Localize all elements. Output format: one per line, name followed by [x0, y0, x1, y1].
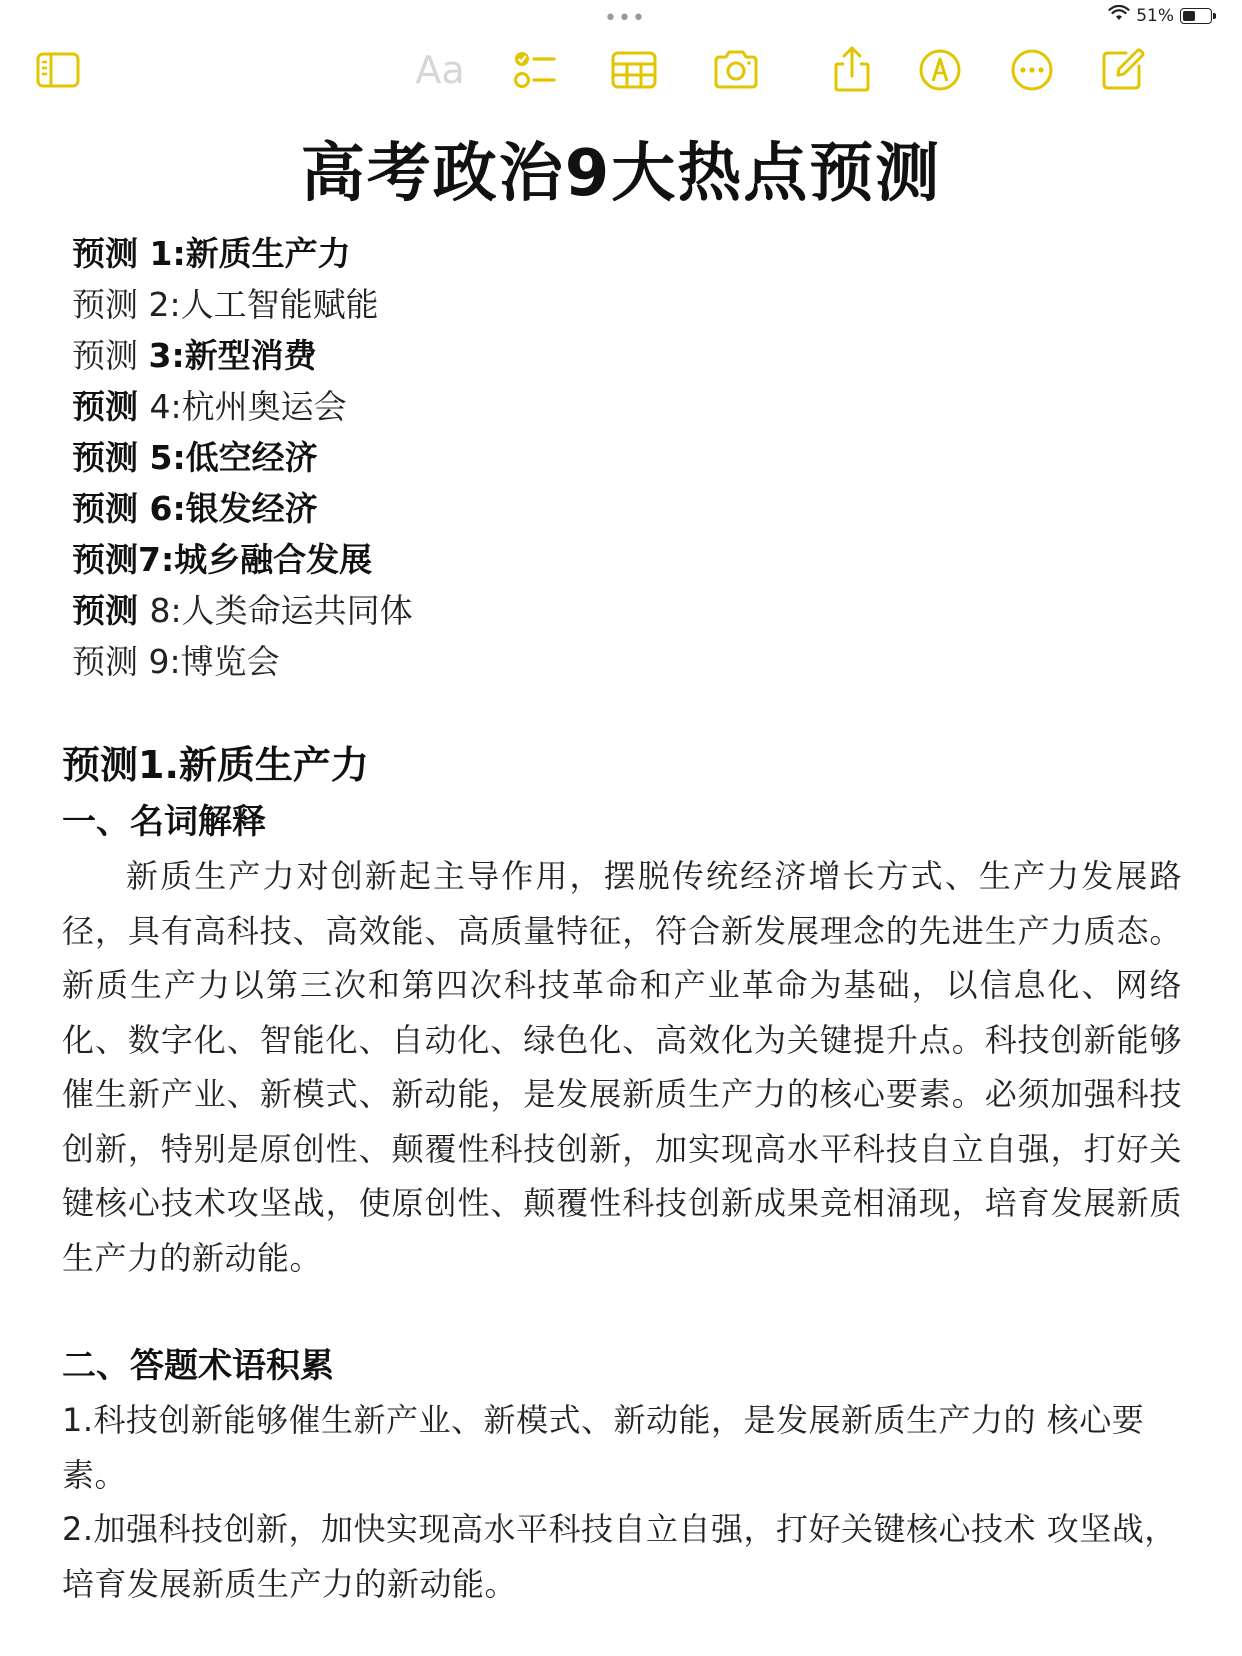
share-button[interactable] [822, 40, 882, 100]
checklist-icon [508, 44, 560, 96]
note-title[interactable]: 高考政治9大热点预测 [300, 137, 942, 211]
prediction-prefix: 预测 [72, 540, 138, 579]
sidebar-icon [32, 44, 84, 96]
prediction-item-6[interactable] [72, 483, 413, 534]
prediction-label: 杭州奥运会 [181, 387, 347, 426]
prediction-item-1[interactable] [72, 228, 413, 279]
prediction-list [72, 228, 413, 687]
battery-percent: 51% [1136, 5, 1174, 26]
table-icon [608, 44, 660, 96]
prediction-label: 新质生产力 [185, 234, 351, 273]
prediction-item-7[interactable] [72, 534, 413, 585]
blank-line [62, 1285, 1182, 1339]
prediction-label: 人类命运共同体 [181, 591, 413, 630]
prediction-number: 4: [149, 387, 182, 426]
prediction-label: 银发经济 [185, 489, 318, 528]
sidebar-button[interactable] [28, 40, 88, 100]
prediction-number: 5: [149, 438, 186, 477]
prediction-prefix: 预测 [72, 234, 150, 273]
prediction-prefix: 预测 [72, 591, 150, 630]
subheading-terminology: 二、答题术语积累 [62, 1346, 334, 1386]
compose-button[interactable] [1092, 40, 1152, 100]
checklist-button[interactable] [504, 40, 564, 100]
notes-toolbar [0, 40, 1242, 110]
multitasking-dots[interactable]: ••• [604, 6, 646, 31]
note-body[interactable] [62, 735, 1182, 1611]
camera-icon [710, 44, 762, 96]
terminology-item-2: 2.加强科技创新，加快实现高水平科技自立自强，打好关键核心技术 攻坚战，培育发展新质生产力的新动能。 [62, 1510, 1177, 1603]
compose-icon [1096, 44, 1148, 96]
terminology-item-1: 1.科技创新能够催生新产业、新模式、新动能，是发展新质生产力的 核心要素。 [62, 1401, 1145, 1494]
format-button[interactable] [410, 40, 470, 100]
prediction-label: 城乡融合发展 [174, 540, 373, 579]
wifi-icon [1108, 5, 1130, 26]
prediction-number: 9: [148, 642, 181, 681]
markup-icon [914, 44, 966, 96]
prediction-item-2[interactable] [72, 279, 413, 330]
prediction-number: 6: [149, 489, 186, 528]
share-icon [826, 44, 878, 96]
camera-button[interactable] [706, 40, 766, 100]
prediction-label: 低空经济 [185, 438, 318, 477]
more-icon [1006, 44, 1058, 96]
prediction-prefix: 预测 [72, 285, 149, 324]
subheading-definition: 一、名词解释 [62, 802, 266, 842]
prediction-item-8[interactable] [72, 585, 413, 636]
battery-icon [1180, 8, 1212, 24]
prediction-label: 新型消费 [184, 336, 317, 375]
more-button[interactable] [1002, 40, 1062, 100]
prediction-item-3[interactable] [72, 330, 413, 381]
table-button[interactable] [604, 40, 664, 100]
format-text-icon: Aa [415, 48, 465, 92]
prediction-label: 人工智能赋能 [180, 285, 379, 324]
prediction-item-5[interactable] [72, 432, 413, 483]
status-bar [0, 0, 1242, 34]
prediction-prefix: 预测 [72, 438, 150, 477]
prediction-prefix: 预测 [72, 387, 150, 426]
prediction-prefix: 预测 [72, 642, 149, 681]
prediction-number: 2: [148, 285, 181, 324]
markup-button[interactable] [910, 40, 970, 100]
section-heading: 预测1.新质生产力 [62, 743, 369, 787]
prediction-label: 博览会 [180, 642, 280, 681]
prediction-prefix: 预测 [72, 336, 149, 375]
prediction-item-4[interactable] [72, 381, 413, 432]
prediction-number: 3: [148, 336, 185, 375]
prediction-item-9[interactable] [72, 636, 413, 687]
status-right [1108, 5, 1212, 26]
prediction-prefix: 预测 [72, 489, 150, 528]
prediction-number: 1: [149, 234, 186, 273]
definition-paragraph: 新质生产力对创新起主导作用，摆脱传统经济增长方式、生产力发展路径，具有高科技、高效能、高质量特征，符合新发展理念的先进生产力质态。新质生产力以第三次和第四次科技革命和产业革命为基础，以信息化、网络化、数字化、智能化、自动化、绿色化、高效化为关键提升点。科技创新能够催生新产业、新模式、新动能，是发展新质生产力的核心要素。必须加强科技创新，特别是原创性、颠覆性科技创新，加实现高水平科技自立自强，打好关键核心技术攻坚战，使原创性、颠覆性科技创新成果竞相涌现，培育发展新质生产力的新动能。 [62, 857, 1182, 1277]
battery-level [1183, 11, 1195, 21]
prediction-number: 7: [138, 540, 175, 579]
prediction-number: 8: [149, 591, 182, 630]
